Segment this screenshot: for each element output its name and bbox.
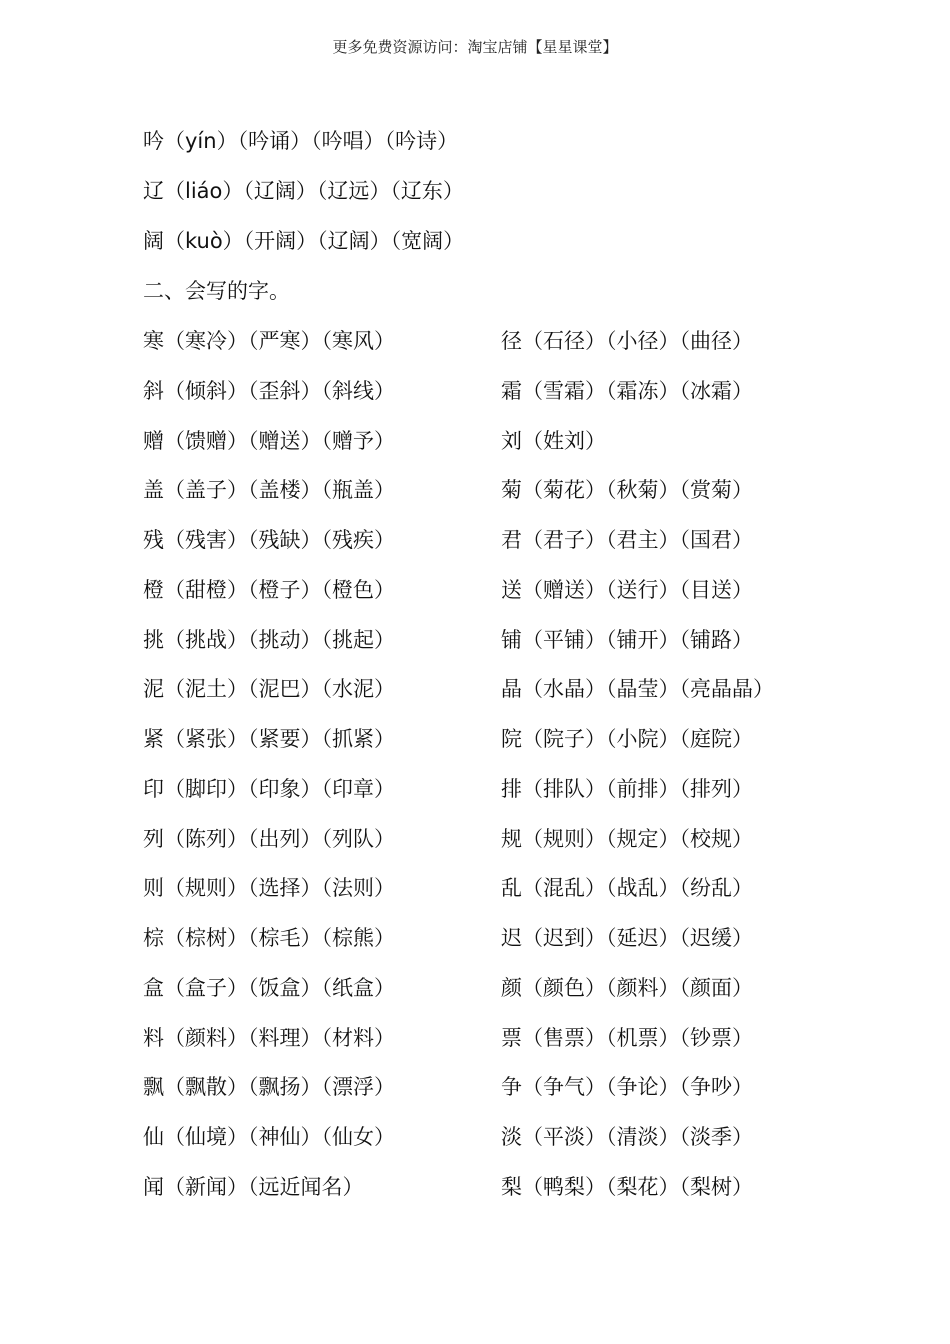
- section-title: 二、会写的字。: [143, 279, 290, 303]
- word-entry-right: 淡（平淡）（清淡）（淡季）: [501, 1125, 753, 1149]
- word-entry-right: 菊（菊花）（秋菊）（赏菊）: [501, 478, 753, 502]
- word-entry-right: 梨（鸭梨）（梨花）（梨树）: [501, 1175, 753, 1199]
- word-entry-right: 排（排队）（前排）（排列）: [501, 777, 753, 801]
- word-entry-left: 盖（盖子）（盖楼）（瓶盖）: [143, 478, 395, 502]
- word-entry-right: 迟（迟到）（延迟）（迟缓）: [501, 926, 753, 950]
- word-entry-left: 印（脚印）（印象）（印章）: [143, 777, 395, 801]
- word-entry-left: 寒（寒冷）（严寒）（寒风）: [143, 329, 395, 353]
- word-entry-right: 规（规则）（规定）（校规）: [501, 827, 753, 851]
- word-entry-right: 铺（平铺）（铺开）（铺路）: [501, 628, 753, 652]
- pinyin-line: 辽（liáo）（辽阔）（辽远）（辽东）: [143, 179, 464, 203]
- page-header: 更多免费资源访问：淘宝店铺【星星课堂】: [332, 38, 618, 56]
- word-entry-left: 斜（倾斜）（歪斜）（斜线）: [143, 379, 395, 403]
- word-entry-right: 霜（雪霜）（霜冻）（冰霜）: [501, 379, 753, 403]
- word-entry-right: 径（石径）（小径）（曲径）: [501, 329, 753, 353]
- word-entry-left: 紧（紧张）（紧要）（抓紧）: [143, 727, 395, 751]
- word-entry-right: 送（赠送）（送行）（目送）: [501, 578, 753, 602]
- word-entry-right: 晶（水晶）（晶莹）（亮晶晶）: [501, 677, 774, 701]
- word-entry-left: 橙（甜橙）（橙子）（橙色）: [143, 578, 395, 602]
- word-entry-right: 刘（姓刘）: [501, 429, 606, 453]
- word-entry-left: 残（残害）（残缺）（残疾）: [143, 528, 395, 552]
- word-entry-left: 盒（盒子）（饭盒）（纸盒）: [143, 976, 395, 1000]
- word-entry-right: 乱（混乱）（战乱）（纷乱）: [501, 876, 753, 900]
- word-entry-right: 颜（颜色）（颜料）（颜面）: [501, 976, 753, 1000]
- word-entry-left: 飘（飘散）（飘扬）（漂浮）: [143, 1075, 395, 1099]
- word-entry-right: 院（院子）（小院）（庭院）: [501, 727, 753, 751]
- word-entry-left: 列（陈列）（出列）（列队）: [143, 827, 395, 851]
- word-entry-right: 争（争气）（争论）（争吵）: [501, 1075, 753, 1099]
- word-entry-left: 仙（仙境）（神仙）（仙女）: [143, 1125, 395, 1149]
- word-entry-left: 棕（棕树）（棕毛）（棕熊）: [143, 926, 395, 950]
- word-entry-left: 赠（馈赠）（赠送）（赠予）: [143, 429, 395, 453]
- word-entry-left: 则（规则）（选择）（法则）: [143, 876, 395, 900]
- word-entry-left: 泥（泥土）（泥巴）（水泥）: [143, 677, 395, 701]
- word-entry-left: 闻（新闻）（远近闻名）: [143, 1175, 364, 1199]
- pinyin-line: 吟（yín）（吟诵）（吟唱）（吟诗）: [143, 129, 459, 153]
- word-entry-left: 料（颜料）（料理）（材料）: [143, 1026, 395, 1050]
- pinyin-line: 阔（kuò）（开阔）（辽阔）（宽阔）: [143, 229, 465, 253]
- word-entry-left: 挑（挑战）（挑动）（挑起）: [143, 628, 395, 652]
- word-entry-right: 君（君子）（君主）（国君）: [501, 528, 753, 552]
- word-entry-right: 票（售票）（机票）（钞票）: [501, 1026, 753, 1050]
